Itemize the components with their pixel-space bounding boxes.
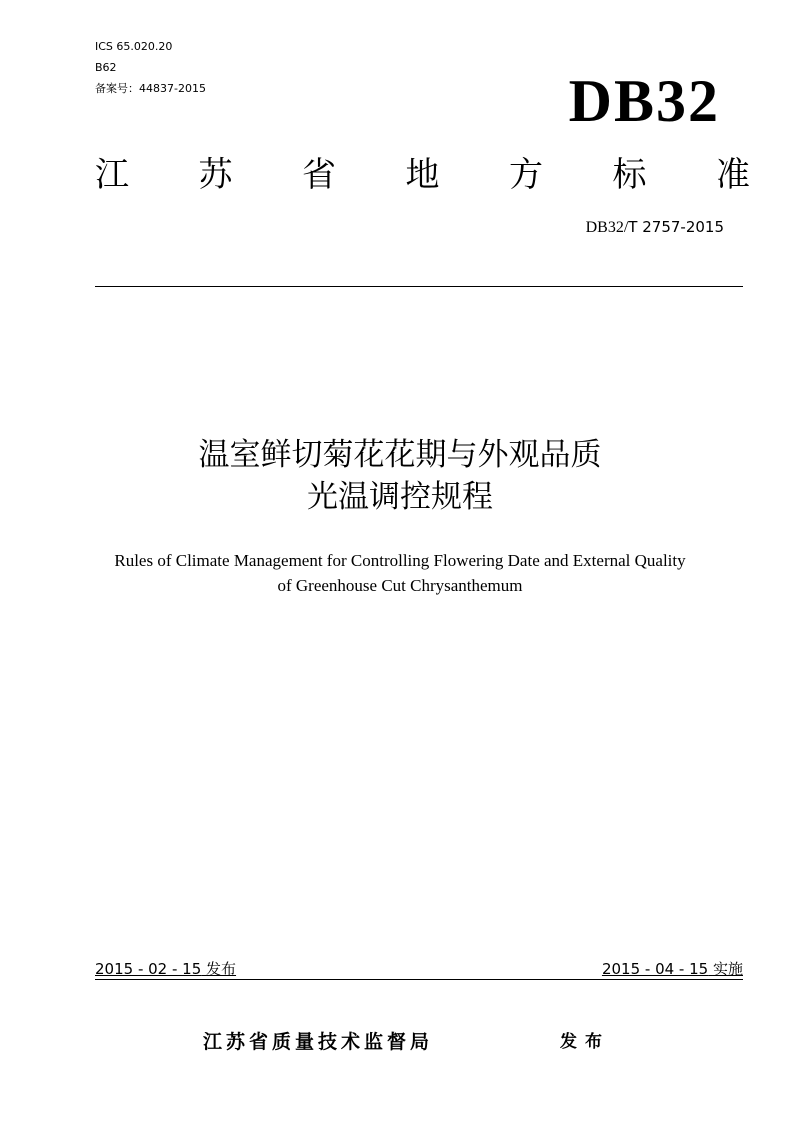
standard-logo: DB32	[568, 68, 720, 134]
english-title-line-2: of Greenhouse Cut Chrysanthemum	[277, 576, 523, 595]
implementation-date	[602, 958, 743, 980]
issue-date	[95, 958, 236, 980]
standard-number	[586, 217, 724, 238]
issue-date-value: 2015 - 02 - 15	[95, 960, 202, 978]
chinese-title-line-2: 光温调控规程	[307, 479, 493, 515]
filing-number: 备案号：44837-2015	[95, 82, 206, 95]
standard-type-char: 地	[405, 155, 440, 195]
standard-type-char: 苏	[198, 155, 233, 195]
standard-type-char: 方	[509, 155, 543, 195]
standard-number-prefix: DB32/	[585, 219, 629, 236]
standard-type-char: 江	[95, 155, 129, 195]
issued-label: 发布	[560, 1032, 610, 1052]
chinese-title-line-1: 温室鲜切菊花花期与外观品质	[198, 437, 602, 473]
standard-type-char: 省	[302, 155, 336, 195]
impl-date-value: 2015 - 04 - 15	[601, 960, 709, 978]
english-title-line-1: Rules of Climate Management for Controlling Flowering Date and External Quality	[114, 551, 686, 570]
standard-type-char: 准	[716, 155, 750, 195]
header-divider	[95, 286, 743, 287]
issuing-authority: 江苏省质量技术监督局	[203, 1031, 434, 1053]
ccs-code: B62	[95, 61, 117, 74]
issue-date-label: 发布	[206, 960, 237, 978]
standard-type-char: 标	[612, 155, 647, 195]
standard-number-suffix: T 2757-2015	[628, 218, 724, 236]
impl-date-label: 实施	[712, 960, 743, 978]
standard-type-title	[95, 154, 750, 196]
ics-code: ICS 65.020.20	[95, 40, 173, 53]
footer-divider	[95, 979, 743, 980]
